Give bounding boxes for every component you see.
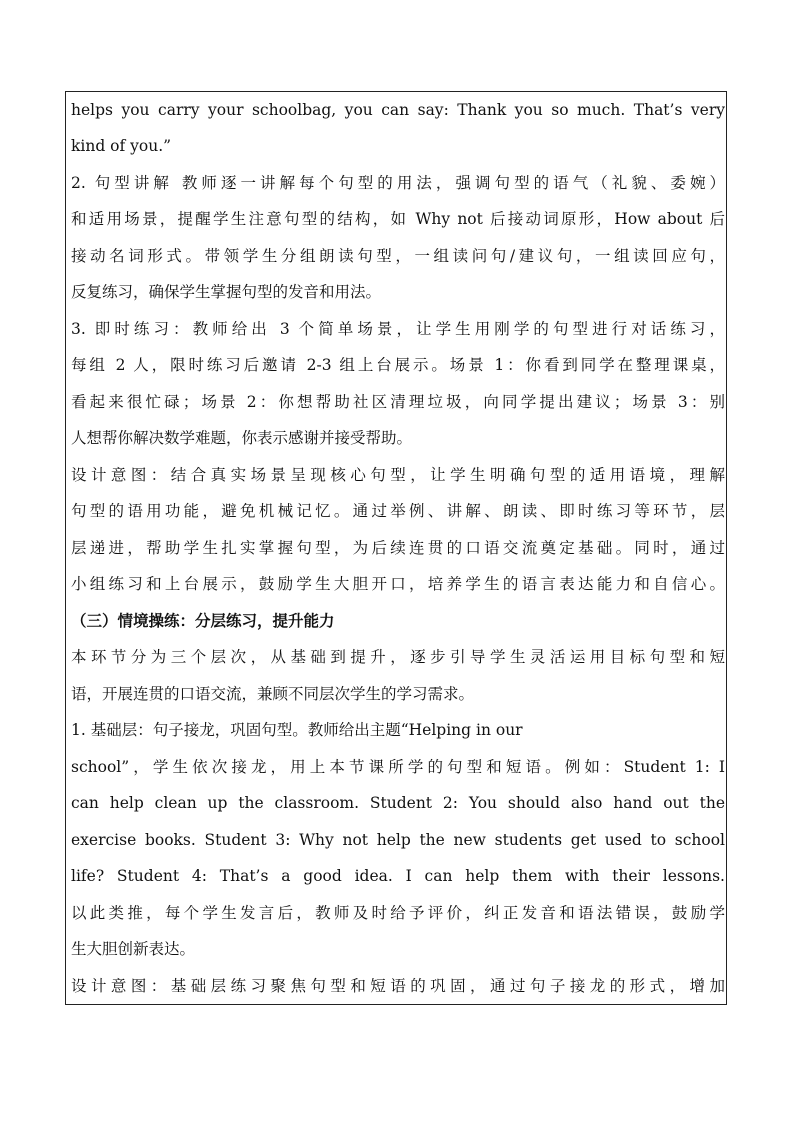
text-line: can help clean up the classroom. Student 2: You should also hand out the bbox=[71, 794, 725, 812]
text-line: 每组 2 人，限时练习后邀请 2-3 组上台展示。场景 1：你看到同学在整理课桌， bbox=[71, 356, 725, 374]
text-line: 看起来很忙碌；场景 2：你想帮助社区清理垃圾，向同学提出建议；场景 3：别 bbox=[71, 393, 725, 411]
text-line: 1. 基础层：句子接龙，巩固句型。教师给出主题“Helping in our bbox=[71, 721, 523, 739]
text-line: 生大胆创新表达。 bbox=[71, 940, 196, 958]
text-line: 句型的语用功能，避免机械记忆。通过举例、讲解、朗读、即时练习等环节，层 bbox=[71, 502, 725, 520]
text-line: 层递进，帮助学生扎实掌握句型，为后续连贯的口语交流奠定基础。同时，通过 bbox=[71, 539, 725, 557]
text-line: 设计意图：基础层练习聚焦句型和短语的巩固，通过句子接龙的形式，增加 bbox=[71, 977, 725, 995]
section-heading: （三）情境操练：分层练习，提升能力 bbox=[71, 611, 335, 630]
text-line: 反复练习，确保学生掌握句型的发音和用法。 bbox=[71, 283, 382, 301]
text-line: exercise books. Student 3: Why not help the new students get used to school bbox=[71, 831, 725, 849]
text-line: 小组练习和上台展示，鼓励学生大胆开口，培养学生的语言表达能力和自信心。 bbox=[71, 575, 725, 593]
text-line: 人想帮你解决数学难题，你表示感谢并接受帮助。 bbox=[71, 429, 413, 447]
text-line: 语，开展连贯的口语交流，兼顾不同层次学生的学习需求。 bbox=[71, 685, 475, 703]
text-line: 本环节分为三个层次，从基础到提升，逐步引导学生灵活运用目标句型和短 bbox=[71, 648, 725, 666]
text-line: kind of you.” bbox=[71, 137, 172, 155]
text-line: 2. 句型讲解 教师逐一讲解每个句型的用法，强调句型的语气（礼貌、委婉） bbox=[71, 174, 725, 192]
text-line: 接动名词形式。带领学生分组朗读句型，一组读问句/建议句，一组读回应句， bbox=[71, 247, 725, 265]
text-line: life? Student 4: That’s a good idea. I can help them with their lessons. bbox=[71, 867, 725, 885]
text-line: 和适用场景，提醒学生注意句型的结构，如 Why not 后接动词原形，How about 后 bbox=[71, 210, 725, 228]
text-line: 设计意图：结合真实场景呈现核心句型，让学生明确句型的适用语境，理解 bbox=[71, 466, 725, 484]
text-line: 3. 即时练习：教师给出 3 个简单场景，让学生用刚学的句型进行对话练习， bbox=[71, 320, 725, 338]
text-line: helps you carry your schoolbag, you can say: Thank you so much. That’s very bbox=[71, 101, 725, 119]
text-line: school”，学生依次接龙，用上本节课所学的句型和短语。例如：Student 1: I bbox=[71, 758, 725, 776]
text-line: 以此类推，每个学生发言后，教师及时给予评价，纠正发音和语法错误，鼓励学 bbox=[71, 904, 725, 922]
